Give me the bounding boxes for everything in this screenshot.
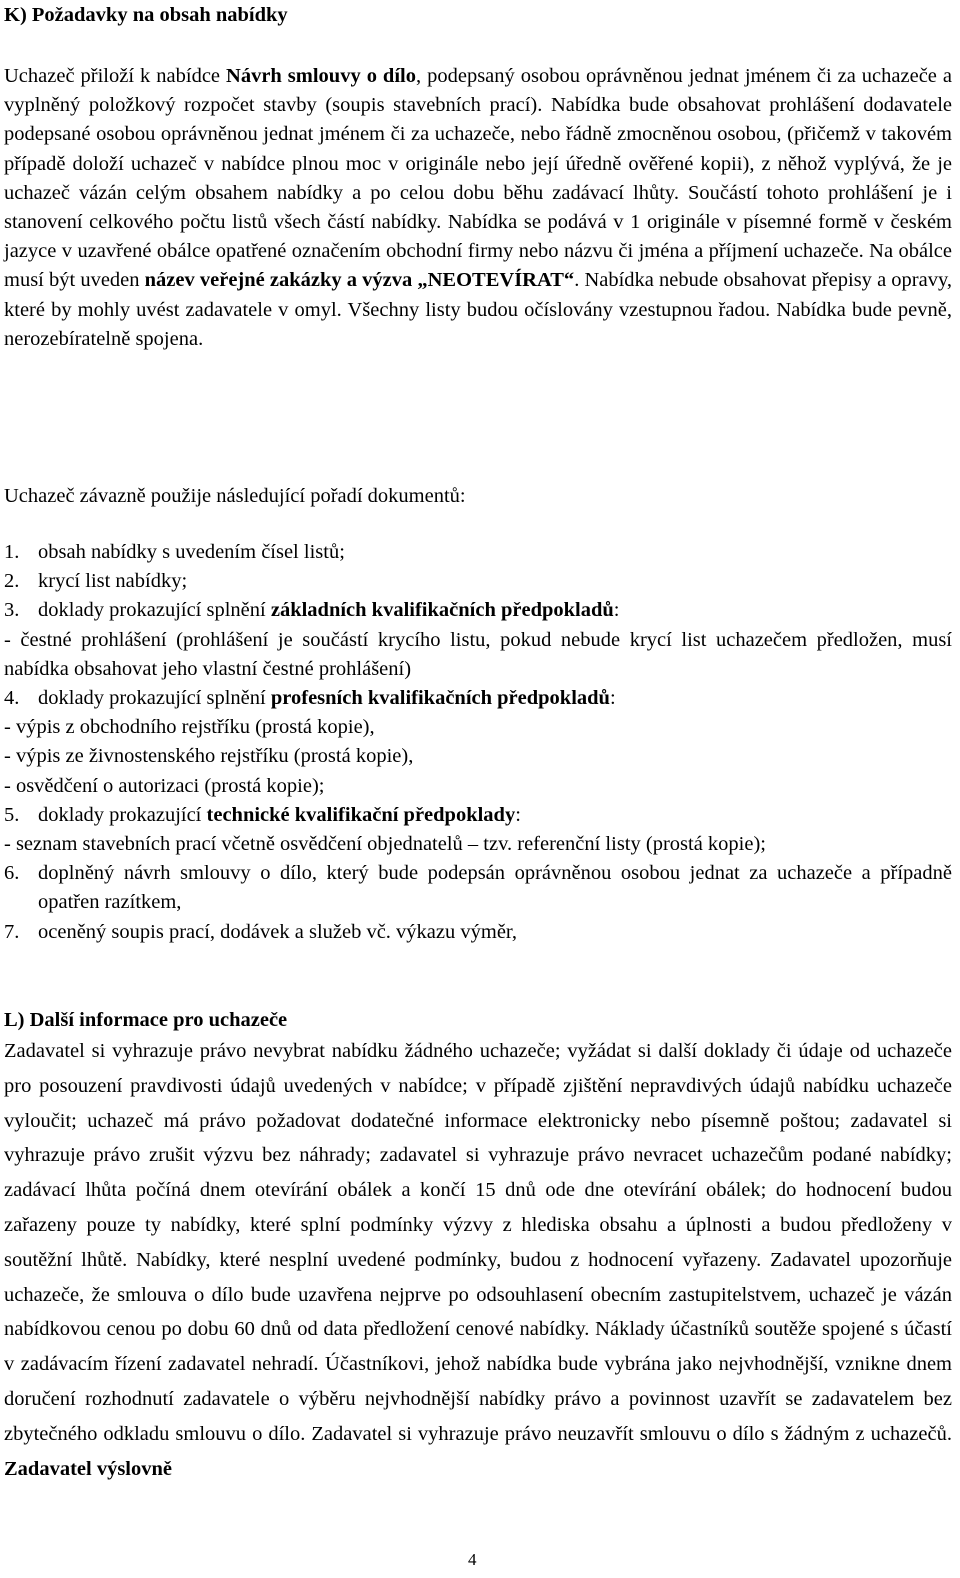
list-text: : — [613, 599, 620, 622]
list-text: obsah nabídky s uvedením čísel listů; — [38, 541, 345, 563]
list-text: doklady prokazující splnění — [38, 687, 271, 710]
list-number: 1. — [4, 541, 20, 563]
envelope-label-bold: název veřejné zakázky a výzva „NEOTEVÍRAT“ — [144, 269, 575, 292]
page-number: 4 — [468, 1550, 477, 1569]
list-text: doklady prokazující — [38, 803, 207, 826]
section-k-paragraph — [4, 62, 952, 354]
list-number: 3. — [4, 599, 20, 622]
text-span: . Nabídka nebude obsahovat přepisy a opravy, které by mohly uvést zadavatele v omyl. Všechny listy budou očíslovány vzestupnou řadou. Nabídka bude pevně, nerozebíratelně spojena. — [4, 269, 953, 350]
list-number: 7. — [4, 920, 20, 943]
list-text: oceněný soupis prací, dodávek a služeb vč. výkazu výměr, — [38, 920, 518, 943]
list-bold-text: technické kvalifikační předpoklady — [206, 803, 516, 826]
list-text: : — [515, 803, 521, 826]
contract-draft-bold: Návrh smlouvy o dílo — [226, 65, 416, 87]
list-text: : — [609, 687, 616, 710]
list-number: 2. — [4, 570, 20, 593]
list-item — [4, 859, 952, 917]
list-text: doklady prokazující splnění — [38, 599, 271, 622]
text-span: Uchazeč přiloží k nabídce — [4, 65, 227, 87]
list-subitem: - osvědčení o autorizaci (prostá kopie); — [4, 774, 325, 797]
list-bold-text: základních kvalifikačních předpokladů — [270, 599, 614, 622]
text-span: Zadavatel si vyhrazuje právo nevybrat nabídku žádného uchazeče; vyžádat si další doklady či údaje od uchazeče pro posouzení pravdivosti údajů uvedených v nabídce; v případě zjištění nepravdivých údajů nabídku uchazeče vyloučit; uchazeč má právo požadovat dodatečné informace elektronicky nebo písemně poštou; zadavatel si vyhrazuje právo zrušit výzvu bez náhrady; zadavatel si vyhrazuje právo nevracet uchazečům podané nabídky; zadávací lhůta počíná dnem otevírání obálek a končí 15 dnů ode dne otevírání obálek; do hodnocení budou zařazeny pouze ty nabídky, které splní podmínky výzvy z hlediska obsahu a úplnosti a budou předloženy v soutěžní lhůtě. Nabídky, které nesplní uvedené podmínky, budou z hodnocení vyřazeny. Zadavatel upozorňuje uchazeče, že smlouva o dílo bude uzavřena nejprve po odsouhlasení obecním zastupitelstvem, uchazeč je vázán nabídkovou cenou po dobu 60 dnů od data předložení cenové nabídky. Náklady účastníků soutěže spojené s účastí v zadávacím řízení zadavatel nehradí. Účastníkovi, jehož nabídka bude vybrána jako nejvhodnější, vznikne dnem doručení rozhodnutí zadavatele o výběru nejvhodnější nabídky právo a povinnost uzavřít se zadavatelem bez zbytečného odkladu smlouvu o dílo. Zadavatel si vyhrazuje právo neuzavřít smlouvu o dílo s žádným z uchazečů. — [4, 1040, 952, 1445]
list-subitem: - výpis ze živnostenského rejstříku (prostá kopie), — [4, 745, 414, 768]
document-order-list — [4, 538, 952, 947]
list-subitem: - seznam stavebních prací včetně osvědčení objednatelů – tzv. referenční listy (prostá kopie); — [4, 833, 766, 856]
list-number: 6. — [4, 862, 20, 885]
final-bold-text: Zadavatel výslovně — [4, 1457, 172, 1480]
section-k-heading: K) Požadavky na obsah nabídky — [4, 4, 288, 26]
list-bold-text: profesních kvalifikačních předpokladů — [270, 687, 610, 710]
section-l-heading: L) Další informace pro uchazeče — [4, 1009, 288, 1031]
list-item — [4, 538, 952, 567]
list-text: doplněný návrh smlouvy o dílo, který bude podepsán oprávněnou osobou jednat za uchazeče a případně opatřen razítkem, — [38, 862, 952, 914]
list-item — [4, 684, 952, 713]
list-subitem: - výpis z obchodního rejstříku (prostá kopie), — [4, 716, 375, 739]
list-number: 4. — [4, 687, 20, 710]
list-subitem: - čestné prohlášení (prohlášení je součástí krycího listu, pokud nebude krycí list uchazečem předložen, musí nabídka obsahovat jeho vlastní čestné prohlášení) — [4, 628, 952, 680]
list-text: krycí list nabídky; — [38, 570, 188, 593]
list-item — [4, 801, 952, 830]
section-l-paragraph — [4, 1034, 952, 1486]
list-number: 5. — [4, 803, 20, 826]
list-item — [4, 918, 952, 947]
list-item — [4, 567, 952, 596]
document-order-intro: Uchazeč závazně použije následující pořadí dokumentů: — [4, 485, 466, 507]
text-span: , podepsaný osobou oprávněnou jednat jménem či za uchazeče a vyplněný položkový rozpočet stavby (soupis stavebních prací). Nabídka bude obsahovat prohlášení dodavatele podepsané osobou oprávněnou jednat jménem či za uchazeče, nebo řádně zmocněnou osobou, (přičemž v takovém případě doloží uchazeč v nabídce plnou moc v originále nebo její úředně ověřené kopii), z něhož vyplývá, že je uchazeč vázán celým obsahem nabídky a po celou dobu běhu zadávací lhůty. Součástí tohoto prohlášení je i stanovení celkového počtu listů všech částí nabídky. Nabídka se podává v 1 originále v písemné formě v českém jazyce v uzavřené obálce opatřené označením obchodní firmy nebo názvu či jména a příjmení uchazeče. Na obálce musí být uveden — [4, 65, 952, 292]
list-item — [4, 596, 952, 625]
